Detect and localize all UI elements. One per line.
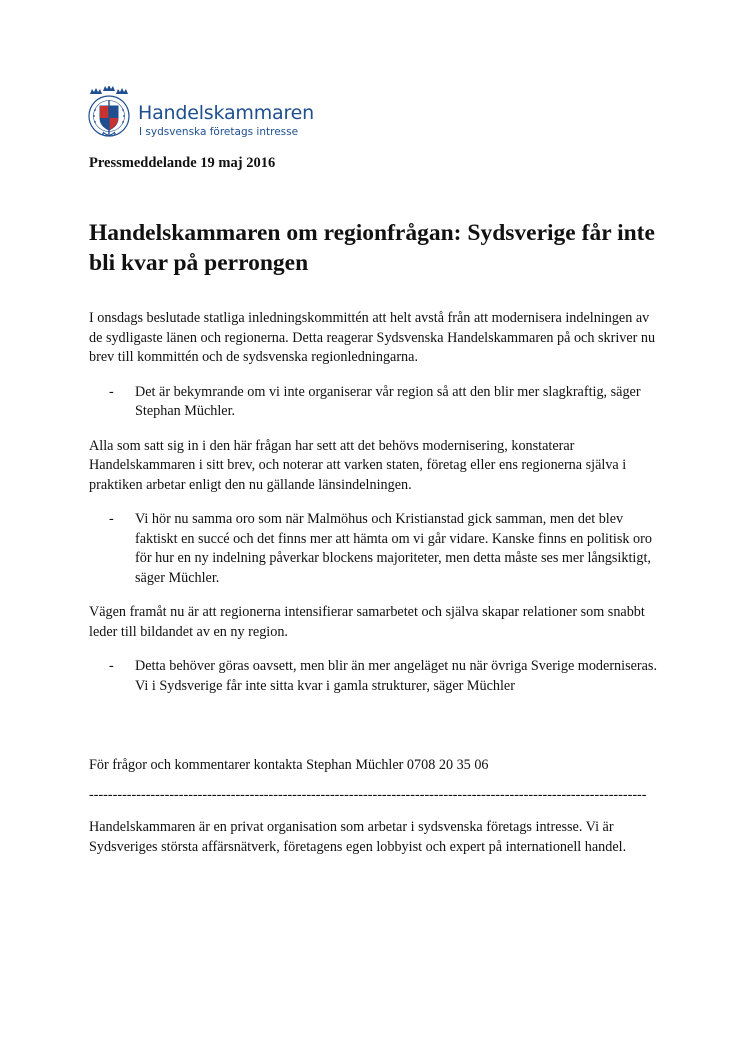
quote-bullet	[89, 510, 659, 588]
coat-of-arms-icon	[86, 86, 132, 140]
quote-text: Det är bekymrande om vi inte organiserar vår region så att den blir mer slagkraftig, säger Stephan Müchler.	[135, 383, 641, 419]
article-body	[89, 309, 659, 711]
bullet-dash: -	[109, 658, 114, 674]
quote-bullet	[89, 657, 659, 696]
about-organisation: Handelskammaren är en privat organisation som arbetar i sydsvenska företags intresse. Vi är Sydsveriges största affärsnätverk, företagens egen lobbyist och expert på internationell handel.	[89, 819, 627, 855]
paragraph: I onsdags beslutade statliga inledningskommittén att helt avstå från att modernisera indelningen av de sydligaste länen och regionerna. Detta reagerar Sydsvenska Handelskammaren på och skriver nu brev till kommittén och de sydsvenska regionledningarna.	[89, 310, 656, 365]
headline: Handelskammaren om regionfrågan: Sydsverige får inte bli kvar på perrongen	[89, 220, 655, 276]
bullet-dash: -	[109, 383, 114, 400]
paragraph: Alla som satt sig in i den här frågan har sett att det behövs modernisering, konstaterar Handelskammaren i sitt brev, och noterar att varken staten, företag eller ens regionerna själva i praktiken arbetar enligt den nu gällande länsindelningen.	[89, 437, 627, 493]
logo-tagline: I sydsvenska företags intresse	[139, 126, 299, 138]
separator-line: ----------------------------------------------------------------------------------------------------------------------	[89, 787, 647, 803]
quote-text: Vi hör nu samma oro som när Malmöhus och Kristianstad gick samman, men det blev faktiskt en succé och det finns mer att hämta om vi går vidare. Kanske finns en politisk oro för hur en ny indelning påverkar blockens majoriteter, men detta måste ses mer långsiktigt, säger Müchler.	[135, 511, 652, 586]
logo-name: Handelskammaren	[138, 102, 314, 124]
company-logo	[86, 86, 326, 142]
bullet-dash: -	[109, 511, 114, 527]
contact-line: För frågor och kommentarer kontakta Stephan Müchler 0708 20 35 06	[89, 757, 489, 773]
press-release-date: Pressmeddelande 19 maj 2016	[89, 155, 276, 171]
quote-bullet	[89, 383, 659, 422]
quote-text: Detta behöver göras oavsett, men blir än mer angeläget nu när övriga Sverige moderniseras. Vi i Sydsverige får inte sitta kvar i gamla strukturer, säger Müchler	[135, 658, 657, 694]
paragraph: Vägen framåt nu är att regionerna intensifierar samarbetet och själva skapar relationer som snabbt leder till bildandet av en ny region.	[89, 604, 645, 640]
